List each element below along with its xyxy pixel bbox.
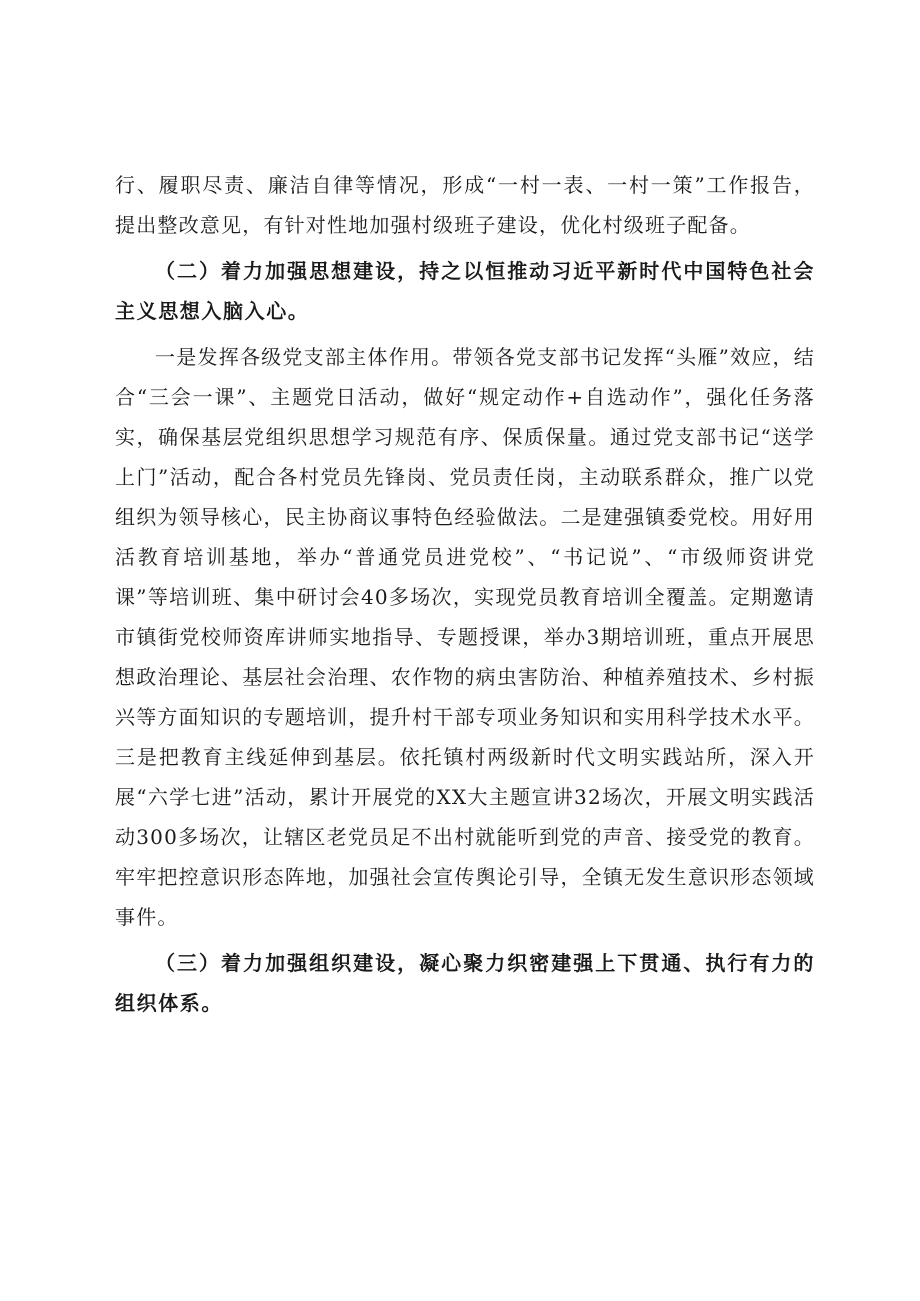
paragraph-continuation: 行、履职尽责、廉洁自律等情况，形成“一村一表、一村一策”工作报告，提出整改意见，有针对性地加强村级班子建设，优化村级班子配备。 [115,173,815,237]
document-body [115,165,815,1029]
paragraph-body: 一是发挥各级党支部主体作用。带领各党支部书记发挥“头雁”效应，结合“三会一课”、主题党日活动，做好“规定动作+自选动作”，强化任务落实，确保基层党组织思想学习规范有序、保质保量。通过党支部书记“送学上门”活动，配合各村党员先锋岗、党员责任岗，主动联系群众，推广以党组织为领导核心，民主协商议事特色经验做法。二是建强镇委党校。用好用活教育培训基地，举办“普通党员进党校”、“书记说”、“市级师资讲党课”等培训班、集中研讨会40多场次，实现党员教育培训全覆盖。定期邀请市镇街党校师资库讲师实地指导、专题授课，举办3期培训班，重点开展思想政治理论、基层社会治理、农作物的病虫害防治、种植养殖技术、乡村振兴等方面知识的专题培训，提升村干部专项业务知识和实用科学技术水平。三是把教育主线延伸到基层。依托镇村两级新时代文明实践站所，深入开展“六学七进”活动，累计开展党的XX大主题宣讲32场次，开展文明实践活动300多场次，让辖区老党员足不出村就能听到党的声音、接受党的教育。牢牢把控意识形态阵地，加强社会宣传舆论引导，全镇无发生意识形态领域事件。 [115,345,815,929]
section-heading-2: （二）着力加强思想建设，持之以恒推动习近平新时代中国特色社会主义思想入脑入心。 [115,259,815,323]
section-heading-3: （三）着力加强组织建设，凝心聚力织密建强上下贯通、执行有力的组织体系。 [115,951,815,1015]
